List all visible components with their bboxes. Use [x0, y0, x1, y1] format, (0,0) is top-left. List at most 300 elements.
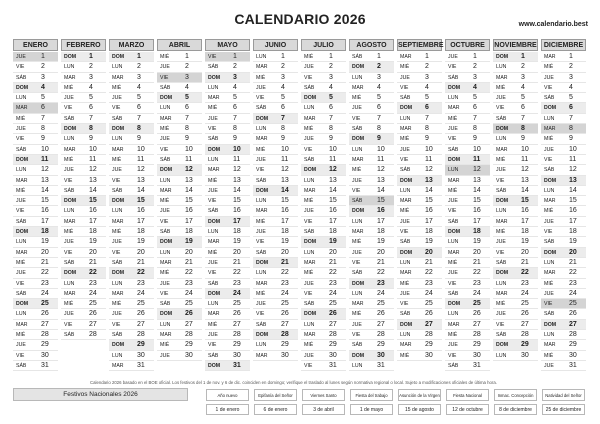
- day-number: 16: [521, 207, 529, 215]
- day-cell: [109, 145, 154, 155]
- day-number: 15: [425, 197, 433, 205]
- day-cell: [61, 206, 106, 216]
- day-number: 23: [473, 279, 481, 287]
- day-cell: [397, 83, 442, 93]
- weekday-label: LUN: [352, 218, 363, 225]
- day-cell: [301, 248, 346, 258]
- day-cell: [301, 351, 346, 361]
- weekday-label: VIE: [16, 280, 25, 287]
- day-number: 13: [377, 176, 385, 184]
- weekday-label: JUE: [304, 352, 314, 359]
- day-cell: [541, 279, 586, 289]
- weekday-label: MAR: [112, 362, 124, 369]
- month-header: SEPTIEMBRE: [397, 39, 442, 51]
- month-header: MARZO: [109, 39, 154, 51]
- day-cell: [157, 52, 202, 62]
- weekday-label: SÁB: [496, 187, 507, 194]
- day-number: 18: [41, 228, 49, 236]
- day-number: 8: [233, 125, 237, 133]
- day-number: 17: [425, 217, 433, 225]
- day-number: 22: [89, 269, 97, 277]
- day-cell: [109, 134, 154, 144]
- day-cell: [13, 196, 58, 206]
- day-number: 2: [233, 63, 237, 71]
- day-cell: [61, 279, 106, 289]
- day-number: 30: [521, 351, 529, 359]
- weekday-label: MAR: [544, 342, 556, 349]
- day-cell: [445, 248, 490, 258]
- weekday-label: MAR: [448, 105, 460, 112]
- day-number: 31: [41, 361, 49, 369]
- day-cell: [541, 330, 586, 340]
- day-number: 10: [521, 145, 529, 153]
- weekday-label: DOM: [496, 54, 509, 60]
- weekday-label: DOM: [208, 362, 221, 369]
- month-column: [253, 39, 298, 384]
- weekday-label: MAR: [496, 218, 508, 225]
- day-number: 2: [473, 63, 477, 71]
- weekday-label: SÁB: [496, 332, 507, 339]
- day-cell: [397, 351, 442, 361]
- day-number: 22: [137, 269, 145, 277]
- weekday-label: JUE: [352, 177, 362, 184]
- day-number: 3: [569, 73, 573, 81]
- weekday-label: DOM: [304, 239, 317, 246]
- day-number: 30: [377, 351, 385, 359]
- day-number: 17: [377, 217, 385, 225]
- day-number: 14: [377, 186, 385, 194]
- day-number: 24: [185, 289, 193, 297]
- day-cell: [301, 206, 346, 216]
- month-header: ABRIL: [157, 39, 202, 51]
- day-number: 4: [569, 83, 573, 91]
- day-cell: [397, 330, 442, 340]
- day-cell: [157, 248, 202, 258]
- day-cell: [349, 340, 394, 350]
- day-cell: [13, 145, 58, 155]
- day-cell: [301, 176, 346, 186]
- day-cell: [205, 330, 250, 340]
- day-number: 26: [137, 310, 145, 318]
- day-cell: [493, 196, 538, 206]
- day-cell: [349, 299, 394, 309]
- day-number: 21: [185, 258, 193, 266]
- day-cell: [301, 258, 346, 268]
- weekday-label: JUE: [16, 342, 26, 349]
- day-cell: [349, 258, 394, 268]
- day-number: 17: [89, 217, 97, 225]
- day-cell: [205, 361, 250, 371]
- holiday-item: [302, 389, 345, 415]
- weekday-label: SÁB: [352, 198, 363, 205]
- day-cell: [397, 93, 442, 103]
- day-cell: [13, 52, 58, 62]
- day-number: 17: [137, 217, 145, 225]
- weekday-label: LUN: [448, 95, 459, 102]
- weekday-label: JUE: [160, 64, 170, 71]
- day-cell: [61, 62, 106, 72]
- weekday-label: MAR: [496, 290, 508, 297]
- weekday-label: MAR: [400, 342, 412, 349]
- weekday-label: JUE: [112, 311, 122, 318]
- weekday-label: SÁB: [448, 74, 459, 81]
- weekday-label: SÁB: [304, 156, 315, 163]
- weekday-label: MIÉ: [160, 270, 170, 277]
- day-number: 19: [329, 238, 337, 246]
- day-number: 28: [473, 331, 481, 339]
- weekday-label: SÁB: [496, 259, 507, 266]
- day-number: 28: [89, 331, 97, 339]
- day-number: 18: [89, 228, 97, 236]
- day-cell: [349, 289, 394, 299]
- day-cell: [493, 217, 538, 227]
- weekday-label: MAR: [304, 332, 316, 339]
- day-cell: [493, 134, 538, 144]
- weekday-label: VIE: [160, 146, 169, 153]
- day-cell: [349, 237, 394, 247]
- weekday-label: MAR: [112, 218, 124, 225]
- day-cell: [349, 196, 394, 206]
- day-cell: [13, 186, 58, 196]
- day-number: 28: [425, 331, 433, 339]
- day-cell: [253, 237, 298, 247]
- day-number: 19: [473, 238, 481, 246]
- day-cell: [349, 134, 394, 144]
- day-cell: [61, 196, 106, 206]
- day-number: 14: [185, 186, 193, 194]
- holiday-item: [446, 389, 489, 415]
- day-cell: [301, 73, 346, 83]
- day-number: 21: [137, 258, 145, 266]
- day-number: 23: [233, 279, 241, 287]
- day-cell: [445, 165, 490, 175]
- day-cell: [301, 330, 346, 340]
- weekday-label: SÁB: [112, 332, 123, 339]
- day-number: 13: [137, 176, 145, 184]
- weekday-label: MAR: [16, 105, 28, 112]
- day-number: 9: [89, 135, 93, 143]
- day-number: 13: [233, 176, 241, 184]
- day-cell: [445, 134, 490, 144]
- weekday-label: LUN: [256, 198, 267, 205]
- weekday-label: LUN: [544, 187, 555, 194]
- day-cell: [157, 268, 202, 278]
- holiday-date: 15 de agosto: [398, 404, 441, 415]
- day-number: 26: [41, 310, 49, 318]
- weekday-label: VIE: [544, 301, 553, 308]
- weekday-label: MIÉ: [160, 54, 170, 60]
- day-cell: [541, 83, 586, 93]
- day-number: 21: [377, 258, 385, 266]
- weekday-label: JUE: [112, 239, 122, 246]
- day-number: 10: [329, 145, 337, 153]
- weekday-label: JUE: [496, 239, 506, 246]
- weekday-label: MAR: [544, 54, 556, 60]
- day-number: 16: [185, 207, 193, 215]
- day-cell: [13, 340, 58, 350]
- weekday-label: VIE: [400, 229, 409, 236]
- day-cell: [445, 73, 490, 83]
- day-cell: [445, 330, 490, 340]
- weekday-label: VIE: [448, 280, 457, 287]
- day-number: 27: [281, 320, 289, 328]
- day-cell: [253, 248, 298, 258]
- day-number: 28: [281, 331, 289, 339]
- day-number: 8: [329, 125, 333, 133]
- weekday-label: LUN: [112, 136, 123, 143]
- day-cell: [541, 155, 586, 165]
- day-number: 30: [281, 351, 289, 359]
- day-cell: [493, 299, 538, 309]
- weekday-label: JUE: [352, 321, 362, 328]
- weekday-label: JUE: [160, 136, 170, 143]
- weekday-label: JUE: [256, 84, 266, 91]
- day-number: 21: [473, 258, 481, 266]
- day-number: 29: [473, 341, 481, 349]
- day-cell: [109, 83, 154, 93]
- weekday-label: DOM: [256, 259, 269, 266]
- month-column: [445, 39, 490, 384]
- day-cell: [541, 248, 586, 258]
- day-number: 18: [377, 228, 385, 236]
- weekday-label: MIÉ: [112, 84, 122, 91]
- day-number: 10: [473, 145, 481, 153]
- day-number: 29: [185, 341, 193, 349]
- day-cell: [61, 330, 106, 340]
- holiday-name: Fiesta Nacional: [446, 389, 489, 401]
- month-header: JUNIO: [253, 39, 298, 51]
- weekday-label: LUN: [160, 249, 171, 256]
- weekday-label: MAR: [448, 321, 460, 328]
- day-number: 8: [89, 125, 93, 133]
- day-number: 19: [425, 238, 433, 246]
- day-number: 28: [41, 331, 49, 339]
- day-cell: [205, 114, 250, 124]
- day-cell: [445, 114, 490, 124]
- weekday-label: MIÉ: [496, 84, 506, 91]
- weekday-label: MIÉ: [400, 352, 410, 359]
- day-cell: [445, 206, 490, 216]
- weekday-label: VIE: [208, 270, 217, 277]
- day-cell: [13, 93, 58, 103]
- day-cell: [109, 289, 154, 299]
- weekday-label: MAR: [64, 74, 76, 81]
- weekday-label: MAR: [208, 167, 220, 174]
- weekday-label: DOM: [544, 249, 557, 256]
- day-cell: [349, 248, 394, 258]
- weekday-label: MIÉ: [496, 156, 506, 163]
- weekday-label: JUE: [64, 167, 74, 174]
- weekday-label: LUN: [496, 352, 507, 359]
- day-number: 19: [185, 238, 193, 246]
- day-cell: [205, 227, 250, 237]
- day-cell: [157, 227, 202, 237]
- weekday-label: LUN: [112, 208, 123, 215]
- day-number: 17: [281, 217, 289, 225]
- day-number: 24: [569, 289, 577, 297]
- day-number: 1: [425, 53, 429, 60]
- holiday-date: 3 de abril: [302, 404, 345, 415]
- day-cell: [397, 217, 442, 227]
- day-number: 24: [425, 289, 433, 297]
- weekday-label: LUN: [64, 64, 75, 71]
- weekday-label: LUN: [352, 290, 363, 297]
- day-number: 25: [377, 300, 385, 308]
- day-cell: [493, 309, 538, 319]
- day-number: 19: [233, 238, 241, 246]
- day-number: 27: [425, 320, 433, 328]
- day-cell: [397, 73, 442, 83]
- day-cell: [493, 206, 538, 216]
- day-cell: [61, 217, 106, 227]
- day-cell: [157, 217, 202, 227]
- weekday-label: MIÉ: [160, 126, 170, 133]
- weekday-label: DOM: [64, 270, 77, 277]
- weekday-label: VIE: [64, 321, 73, 328]
- weekday-label: SÁB: [352, 270, 363, 277]
- day-number: 11: [425, 155, 433, 163]
- weekday-label: JUE: [352, 105, 362, 112]
- holiday-date: 6 de enero: [254, 404, 297, 415]
- weekday-label: DOM: [256, 332, 269, 339]
- weekday-label: MIÉ: [304, 54, 314, 60]
- day-number: 25: [569, 300, 577, 308]
- day-cell: [397, 176, 442, 186]
- day-cell: [541, 206, 586, 216]
- holiday-name: Viernes Santo: [302, 389, 345, 401]
- weekday-label: VIE: [544, 84, 553, 91]
- day-number: 26: [569, 310, 577, 318]
- day-number: 7: [185, 114, 189, 122]
- weekday-label: DOM: [256, 115, 269, 122]
- weekday-label: DOM: [16, 84, 29, 91]
- day-number: 25: [89, 300, 97, 308]
- weekday-label: MIÉ: [304, 198, 314, 205]
- day-number: 26: [425, 310, 433, 318]
- day-number: 6: [473, 104, 477, 112]
- day-cell: [157, 73, 202, 83]
- day-cell: [493, 165, 538, 175]
- day-number: 6: [425, 104, 429, 112]
- day-cell: [13, 73, 58, 83]
- weekday-label: MIÉ: [256, 74, 266, 81]
- day-cell: [205, 165, 250, 175]
- weekday-label: SÁB: [544, 167, 555, 174]
- day-cell: [301, 227, 346, 237]
- weekday-label: DOM: [16, 301, 29, 308]
- day-cell: [301, 155, 346, 165]
- day-cell: [349, 279, 394, 289]
- day-number: 29: [281, 341, 289, 349]
- weekday-label: SÁB: [208, 208, 219, 215]
- weekday-label: SÁB: [112, 259, 123, 266]
- day-number: 7: [233, 114, 237, 122]
- day-cell: [541, 258, 586, 268]
- weekday-label: VIE: [112, 177, 121, 184]
- day-cell: [445, 340, 490, 350]
- day-number: 24: [41, 289, 49, 297]
- day-number: 15: [41, 197, 49, 205]
- day-number: 28: [377, 331, 385, 339]
- day-cell: [13, 330, 58, 340]
- weekday-label: SÁB: [64, 332, 75, 339]
- day-cell: [157, 134, 202, 144]
- day-cell: [109, 330, 154, 340]
- day-number: 11: [41, 155, 49, 163]
- weekday-label: DOM: [64, 198, 77, 205]
- weekday-label: VIE: [16, 208, 25, 215]
- holiday-date: 1 de mayo: [350, 404, 393, 415]
- weekday-label: JUE: [400, 146, 410, 153]
- day-cell: [445, 361, 490, 371]
- weekday-label: LUN: [352, 146, 363, 153]
- day-number: 8: [185, 125, 189, 133]
- weekday-label: MAR: [256, 208, 268, 215]
- day-cell: [349, 73, 394, 83]
- day-number: 14: [425, 186, 433, 194]
- weekday-label: MAR: [352, 301, 364, 308]
- day-number: 4: [281, 83, 285, 91]
- day-number: 27: [377, 320, 385, 328]
- day-number: 20: [233, 248, 241, 256]
- holiday-item: [542, 389, 585, 415]
- day-number: 10: [377, 145, 385, 153]
- weekday-label: SÁB: [64, 259, 75, 266]
- weekday-label: DOM: [400, 177, 413, 184]
- day-number: 8: [521, 125, 525, 133]
- day-cell: [205, 351, 250, 361]
- day-cell: [253, 330, 298, 340]
- day-cell: [349, 320, 394, 330]
- weekday-label: MAR: [496, 74, 508, 81]
- day-number: 20: [89, 248, 97, 256]
- day-cell: [493, 103, 538, 113]
- weekday-label: DOM: [304, 167, 317, 174]
- weekday-label: VIE: [64, 105, 73, 112]
- weekday-label: MAR: [496, 146, 508, 153]
- holiday-item: [206, 389, 249, 415]
- weekday-label: JUE: [64, 239, 74, 246]
- day-number: 10: [41, 145, 49, 153]
- weekday-label: LUN: [112, 352, 123, 359]
- weekday-label: MIÉ: [352, 239, 362, 246]
- weekday-label: SÁB: [208, 136, 219, 143]
- weekday-label: SÁB: [256, 105, 267, 112]
- day-number: 22: [377, 269, 385, 277]
- day-number: 11: [89, 155, 97, 163]
- weekday-label: SÁB: [544, 95, 555, 102]
- weekday-label: JUE: [304, 208, 314, 215]
- day-number: 5: [233, 94, 237, 102]
- weekday-label: MIÉ: [544, 208, 554, 215]
- weekday-label: SÁB: [112, 187, 123, 194]
- day-number: 31: [377, 361, 385, 369]
- weekday-label: JUE: [208, 187, 218, 194]
- day-cell: [157, 103, 202, 113]
- weekday-label: MIÉ: [112, 229, 122, 236]
- weekday-label: VIE: [448, 208, 457, 215]
- day-cell: [109, 227, 154, 237]
- weekday-label: MIÉ: [256, 290, 266, 297]
- day-number: 31: [473, 361, 481, 369]
- weekday-label: JUE: [112, 95, 122, 102]
- day-number: 25: [425, 300, 433, 308]
- weekday-label: DOM: [448, 84, 461, 91]
- day-cell: [253, 309, 298, 319]
- month-column: [205, 39, 250, 384]
- day-cell: [253, 93, 298, 103]
- weekday-label: MIÉ: [112, 301, 122, 308]
